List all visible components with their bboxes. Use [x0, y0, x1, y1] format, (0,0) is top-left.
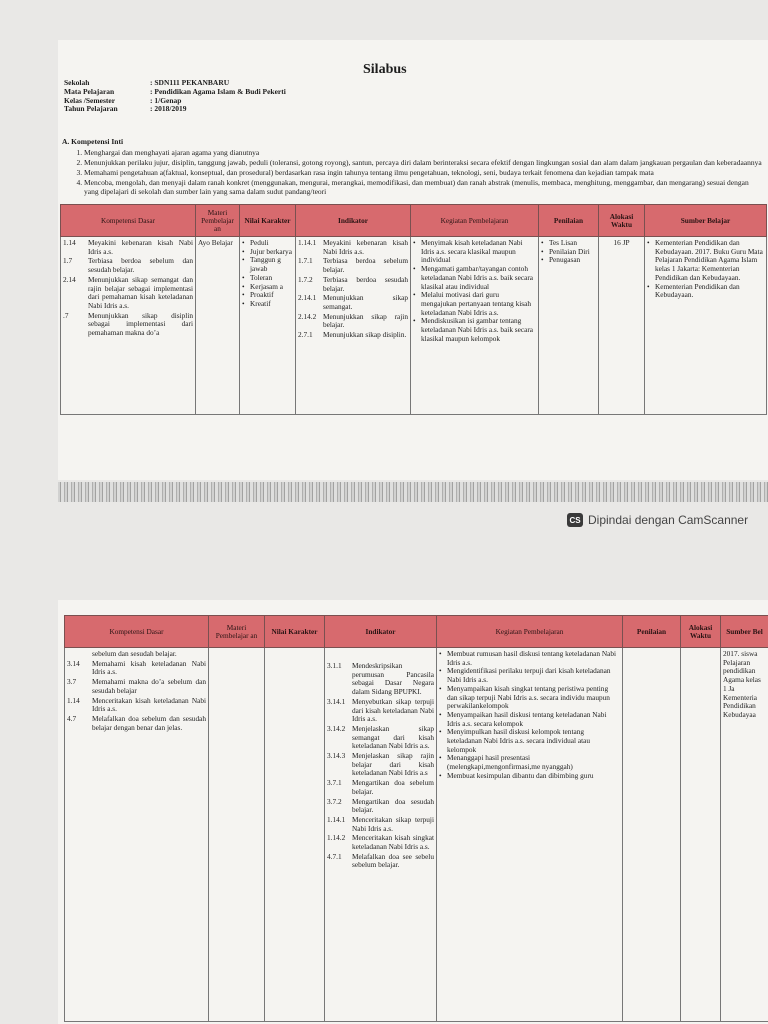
kd-text: Menunjukkan sikap disiplin sebagai implementasi dari pemahaman makna do’a [88, 310, 193, 338]
kd-number: 1.14 [63, 238, 76, 247]
identity-value: : SDN111 PEKANBARU [150, 78, 230, 87]
indikator-number: 1.14.2 [327, 833, 346, 843]
kd-text: Menunjukkan sikap semangat dan rajin belajar sebagai implementasi dari pemahaman kisah keteladanan Nabi Idris a.s. [88, 274, 193, 310]
header-indikator: Indikator [325, 616, 437, 648]
indikator-cell [296, 237, 411, 415]
indikator-number: 1.14.1 [327, 814, 346, 824]
ki-item: 1. Menghargai dan menghayati ajaran agama yang dianutnya [84, 149, 762, 158]
penilaian-item: Penilaian Diri [549, 246, 590, 256]
ki-item: 2. Menunjukkan perilaku jujur, disiplin, tanggung jawab, peduli (toleransi, gotong royong), santun, percaya diri dalam berinteraksi secara efektif dengan lingkungan sosial dan alam dalam jangkauan pergaulan dan keberadaannya [84, 159, 762, 168]
sumber-cell [721, 648, 768, 1022]
indikator-text: Menjelaskan sikap semangat dari kisah keteladanan Nabi Idris a.s. [352, 723, 434, 751]
nilai-item: Proaktif [250, 290, 274, 300]
indikator-text: Menceritakan kisah singkat keteladanan Nabi Idris a.s. [352, 833, 434, 852]
nilai-item: Kerjasam a [250, 281, 284, 291]
identity-block [64, 79, 286, 114]
scanned-page-1 [58, 40, 768, 480]
identity-value: : 2018/2019 [150, 104, 187, 114]
alokasi-cell [599, 237, 645, 415]
header-sumber: Sumber Belajar [645, 205, 767, 237]
kd-number: 3.7 [67, 677, 77, 687]
kd-text: Menceritakan kisah keteladanan Nabi Idris a.s. [92, 695, 206, 714]
kompetensi-inti [62, 138, 762, 197]
identity-value: : 1/Genap [150, 95, 182, 105]
nilai-cell: • Peduli • Jujur berkarya • Tanggun g jawab • Toleran • Kerjasam a • Proaktif • Kreatif [240, 237, 296, 415]
indikator-number: 3.1.1 [327, 661, 342, 670]
indikator-number: 3.14.1 [327, 696, 346, 706]
penilaian-cell [623, 648, 681, 1022]
kegiatan-item: Menyimak kisah keteladanan Nabi Idris a.s. secara klasikal maupun individual [421, 238, 523, 265]
indikator-number: 1.7.2 [298, 274, 313, 284]
header-kegiatan: Kegiatan Pembelajaran [437, 616, 623, 648]
camscanner-icon: CS [567, 513, 583, 527]
kegiatan-item: Membuat kesimpulan dibantu dan dibimbing guru [447, 770, 594, 780]
kd-text: Terbiasa berdoa sebelum dan sesudah belajar. [88, 256, 193, 275]
indikator-text: Terbiasa berdoa sebelum belajar. [323, 256, 408, 275]
nilai-cell [265, 648, 325, 1022]
materi-cell [209, 648, 265, 1022]
identity-label: Kelas /Semester [64, 95, 116, 105]
header-materi: Materi Pembelajar an [209, 616, 265, 648]
kegiatan-item: Menyimpulkan hasil diskusi kelompok tentang keteladanan Nabi Idris a.s. secara individual atau kelompok [447, 727, 591, 754]
header-alokasi: Alokasi Waktu [599, 205, 645, 237]
kegiatan-item: Mengidentifikasi perilaku terpuji dari kisah keteladanan Nabi Idris a.s. [447, 666, 611, 685]
kegiatan-cell: • Membuat rumusan hasil diskusi tentang keteladanan Nabi Idris a.s. • Mengidentifikasi perilaku terpuji dari kisah keteladanan Nabi Idris a.s. • Menyampaikan kisah singkat tentang peristiwa penting dan sikap terpuji Nabi Idris a.s. secara individu maupun perwakilankelompok • Menyampaikan hasil diskusi tentang keteladanan Nabi Idris a.s. secara kelompok • Menyimpulkan hasil diskusi kelompok tentang keteladanan Nabi Idris a.s. secara individual atau kelompok • Menanggapi hasil presentasi (melengkapi,mengonfirmasi,me nyanggah) • Membuat kesimpulan dibantu dan dibimbing guru [437, 648, 623, 1022]
kd-number: 3.14 [67, 658, 80, 668]
camscanner-text: Dipindai dengan CamScanner [588, 513, 749, 527]
indikator-text: Terbiasa berdoa sesudah belajar. [323, 274, 408, 293]
nilai-item: Tanggun g jawab [250, 255, 281, 274]
sumber-cell: • Kementerian Pendidikan dan Kebudayaan. 2017. Buku Guru Mata Pelajaran Pendidikan Agama Islam kelas 1 Jakarta: Kementerian Pendidikan dan Kebudayaan. • Kementerian Pendidikan dan Kebudayaan. [645, 237, 767, 415]
kegiatan-item: Menyampaikan hasil diskusi tentang keteladanan Nabi Idris a.s. secara kelompok [447, 709, 607, 728]
sumber-item: Kementerian Pendidikan dan Kebudayaan. [655, 281, 740, 300]
indikator-text: Meyakini kebenaran kisah Nabi Idris a.s. [323, 238, 408, 256]
kegiatan-item: Melalui motivasi dari guru mengajukan pertanyaan tentang kisah keteladanan Nabi Idris a.s. [421, 290, 532, 317]
indikator-number: 4.7.1 [327, 851, 342, 861]
indikator-number: 3.7.1 [327, 778, 342, 788]
kd-cell [65, 648, 209, 1022]
indikator-number: 3.14.2 [327, 723, 346, 733]
ki-item: 3. Memahami pengetahuan a(faktual, konseptual, dan prosedural) berdasarkan rasa ingin tahunya tentang ilmu pengetahuan, teknologi, seni, budaya terkait fenomena dan kejadian tampak mata [84, 169, 762, 178]
scanned-page-2 [58, 600, 768, 1024]
materi-text: Ayo Belajar [198, 238, 233, 247]
indikator-text: Menjelaskan sikap rajin belajar dari kisah keteladanan Nabi Idris a.s [352, 751, 434, 778]
alokasi-cell [681, 648, 721, 1022]
indikator-text: Mengartikan doa sesudah belajar. [352, 796, 434, 815]
nilai-item: Toleran [250, 272, 273, 282]
header-kegiatan: Kegiatan Pembelajaran [411, 205, 539, 237]
indikator-number: 3.7.2 [327, 796, 342, 806]
header-kd: Kompetensi Dasar [61, 205, 196, 237]
nilai-item: Jujur berkarya [250, 246, 292, 256]
kd-cell [61, 237, 196, 415]
kd-number: 1.7 [63, 256, 73, 266]
page-title: Silabus [363, 62, 407, 77]
indikator-number: 3.14.3 [327, 751, 346, 761]
indikator-number: 1.14.1 [298, 238, 317, 247]
identity-value: : Pendidikan Agama Islam & Budi Pekerti [150, 86, 286, 96]
kd-number: 1.14 [67, 695, 80, 705]
header-nilai: Nilai Karakter [265, 616, 325, 648]
header-alokasi: Alokasi Waktu [681, 616, 721, 648]
header-nilai: Nilai Karakter [240, 205, 296, 237]
syllabus-table-2 [64, 615, 768, 1022]
materi-cell [196, 237, 240, 415]
nilai-item: Kreatif [250, 298, 271, 308]
penilaian-item: Tes Lisan [549, 238, 578, 247]
indikator-text: Mengartikan doa sebelum belajar. [352, 778, 434, 796]
alokasi-text: 16 JP [613, 238, 630, 247]
kd-text: Memahami kisah keteladanan Nabi Idris a.s. [92, 658, 206, 677]
header-kd: Kompetensi Dasar [65, 616, 209, 648]
indikator-number: 2.14.1 [298, 293, 317, 303]
indikator-text: Menunjukkan sikap disiplin. [323, 330, 407, 340]
scan-edge-blur [58, 482, 768, 502]
penilaian-cell: • Tes Lisan • Penilaian Diri • Penugasan [539, 237, 599, 415]
indikator-number: 2.14.2 [298, 311, 317, 321]
kegiatan-item: Mengamati gambar/tayangan contoh keteladanan Nabi Idris a.s. baik secara klasikal atau individual [421, 264, 534, 291]
kd-number: .7 [63, 310, 69, 320]
indikator-text: Melafalkan doa see sebelu sebelum belajar. [352, 851, 434, 870]
camscanner-watermark [567, 513, 748, 527]
syllabus-table-1 [60, 204, 767, 415]
ki-heading: A. Kompetensi Inti [62, 137, 124, 146]
identity-label: Mata Pelajaran [64, 86, 115, 96]
indikator-number: 2.7.1 [298, 330, 313, 340]
ki-item: 4. Mencoba, mengolah, dan menyaji dalam ranah konkret (menggunakan, mengurai, merangkai, memodifikasi, dan membuat) dan ranah abstrak (menulis, membaca, menghitung, menggambar, dan mengarang) sesuai dengan yang dipelajari di sekolah dan sumber lain yang sama dalam sudut pandang/teori [84, 179, 762, 197]
sumber-item: Kementerian Pendidikan dan Kebudayaan. 2017. Buku Guru Mata Pelajaran Pendidikan Agama Islam kelas 1 Jakarta: Kementerian Pendidikan dan Kebudayaan. [655, 238, 763, 282]
kd-number: 4.7 [67, 713, 77, 723]
kegiatan-item: Membuat rumusan hasil diskusi tentang keteladanan Nabi Idris a.s. [447, 649, 617, 667]
sumber-text: 2017. siswa Pelajaran pendidikan Agama kelas 1 Ja Kementeria Pendidikan Kebudayaa [723, 649, 761, 719]
indikator-text: Menunjukkan sikap rajin belajar. [323, 311, 408, 330]
penilaian-item: Penugasan [549, 255, 581, 265]
kegiatan-item: Mendiskusikan isi gambar tentang keteladanan Nabi Idris a.s. baik secara klasikal maupun kelompok [421, 316, 534, 343]
header-penilaian: Penilaian [539, 205, 599, 237]
kd-text: Memahami makna do’a sebelum dan sesudah belajar [92, 677, 206, 695]
indikator-text: Menunjukkan sikap semangat. [323, 293, 408, 311]
indikator-cell [325, 648, 437, 1022]
indikator-text: Menyebutkan sikap terpuji dari kisah keteladanan Nabi Idris a.s. [352, 696, 434, 724]
kd-text: Meyakini kebenaran kisah Nabi Idris a.s. [88, 238, 193, 256]
header-indikator: Indikator [296, 205, 411, 237]
kegiatan-item: Menyampaikan kisah singkat tentang peristiwa penting dan sikap terpuji Nabi Idris a.s. secara individu maupun perwakilankelompok [447, 683, 610, 711]
header-sumber: Sumber Bel [721, 616, 768, 648]
indikator-number: 1.7.1 [298, 256, 313, 266]
indikator-text: Menceritakan sikap terpuji Nabi Idris a.s. [352, 814, 434, 833]
nilai-item: Peduli [250, 238, 269, 247]
kegiatan-item: Menanggapi hasil presentasi (melengkapi,mengonfirmasi,me nyanggah) [447, 753, 573, 772]
kd-number: 2.14 [63, 274, 76, 284]
identity-label: Tahun Pelajaran [64, 104, 118, 114]
indikator-text: Mendeskripsikan perumusan Pancasila sebagai Dasar Negara dalam Sidang BPUPKI. [352, 661, 434, 697]
header-materi: Materi Pembelajar an [196, 205, 240, 237]
header-penilaian: Penilaian [623, 616, 681, 648]
identity-label: Sekolah [64, 78, 90, 87]
kegiatan-cell: • Menyimak kisah keteladanan Nabi Idris a.s. secara klasikal maupun individual • Mengamati gambar/tayangan contoh keteladanan Nabi Idris a.s. baik secara klasikal atau individual • Melalui motivasi dari guru mengajukan pertanyaan tentang kisah keteladanan Nabi Idris a.s. • Mendiskusikan isi gambar tentang keteladanan Nabi Idris a.s. baik secara klasikal maupun kelompok [411, 237, 539, 415]
kd-text: Melafalkan doa sebelum dan sesudah belajar dengan benar dan jelas. [92, 713, 206, 732]
kd-lead: sebelum dan sesudah belajar. [92, 649, 177, 658]
